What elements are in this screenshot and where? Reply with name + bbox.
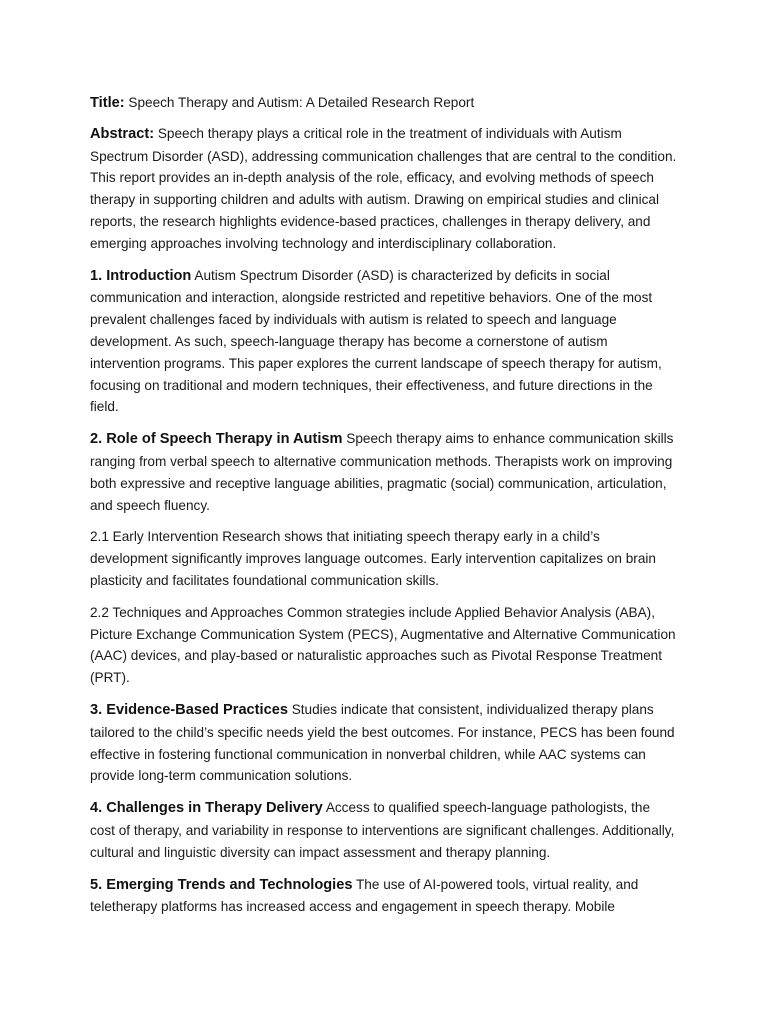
abstract-text: Speech therapy plays a critical role in the treatment of individuals with Autism Spectrum Disorder (ASD), addressing communication challenges that are central to the condition. This report provides an in-depth analysis of the role, efficacy, and evolving methods of speech therapy in supporting children and adults with autism. Drawing on empirical studies and clinical reports, the research highlights evidence-based practices, challenges in therapy delivery, and emerging approaches involving technology and interdisciplinary collaboration. [90, 125, 677, 251]
section-heading: 4. Challenges in Therapy Delivery [90, 800, 323, 817]
section-text: Access to qualified speech-language pathologists, the cost of therapy, and variability in response to interventions are significant challenges. Additionally, cultural and linguistic diversity can impact assessment and therapy planning. [90, 800, 675, 860]
section-introduction [90, 265, 678, 419]
document-body [90, 92, 678, 928]
section-text: Studies indicate that consistent, individualized therapy plans tailored to the child’s specific needs yield the best outcomes. For instance, PECS has been found effective in fostering functional communication in nonverbal children, while AAC systems can provide long-term communication solutions. [90, 701, 675, 784]
section-emerging-trends [90, 874, 678, 919]
section-heading: 5. Emerging Trends and Technologies [90, 876, 353, 893]
section-text: Speech therapy aims to enhance communication skills ranging from verbal speech to alternative communication methods. Therapists work on improving both expressive and receptive language abilities, pragmatic (social) communication, articulation, and speech fluency. [90, 431, 674, 513]
subsection-early-intervention [90, 526, 678, 591]
section-heading: 3. Evidence-Based Practices [90, 701, 288, 718]
section-text: The use of AI-powered tools, virtual reality, and teletherapy platforms has increased access and engagement in speech therapy. Mobile [90, 876, 639, 915]
title-label: Title: [90, 95, 125, 111]
subsection-techniques-and-approaches [90, 602, 678, 689]
section-evidence-based-practices [90, 699, 678, 787]
title-line [90, 92, 678, 115]
section-role-of-speech-therapy [90, 428, 678, 516]
section-challenges-in-therapy-delivery [90, 797, 678, 863]
section-heading: 2. Role of Speech Therapy in Autism [90, 431, 343, 448]
abstract-label: Abstract: [90, 125, 155, 142]
section-text: 2.2 Techniques and Approaches Common strategies include Applied Behavior Analysis (ABA), Picture Exchange Communication System (PECS), Augmentative and Alternative Communication (AAC) devices, and play-based or naturalistic approaches such as Pivotal Response Treatment (PRT). [90, 604, 676, 686]
section-heading: 1. Introduction [90, 267, 192, 284]
abstract-paragraph [90, 123, 678, 255]
title-text: Speech Therapy and Autism: A Detailed Research Report [128, 95, 475, 110]
section-text: 2.1 Early Intervention Research shows that initiating speech therapy early in a child’s development significantly improves language outcomes. Early intervention capitalizes on brain plasticity and facilitates foundational communication skills. [90, 529, 656, 588]
section-text: Autism Spectrum Disorder (ASD) is characterized by deficits in social communication and interaction, alongside restricted and repetitive behaviors. One of the most prevalent challenges faced by individuals with autism is related to speech and language development. As such, speech-language therapy has become a cornerstone of autism intervention programs. This paper explores the current landscape of speech therapy for autism, focusing on traditional and modern techniques, their effectiveness, and future directions in the field. [90, 267, 662, 415]
